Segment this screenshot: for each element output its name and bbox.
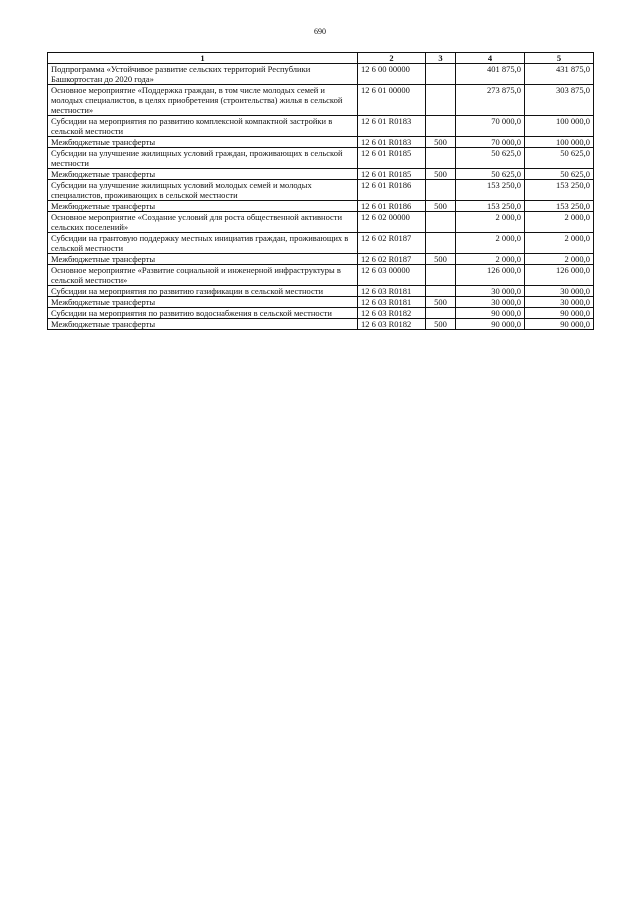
row-code: 12 6 01 R0185 <box>358 148 426 169</box>
row-value-2: 153 250,0 <box>525 180 594 201</box>
header-col-1: 1 <box>48 53 358 64</box>
row-code: 12 6 03 R0182 <box>358 319 426 330</box>
page-number: 690 <box>314 27 326 36</box>
row-name: Межбюджетные трансферты <box>48 297 358 308</box>
table-header-row <box>48 53 594 64</box>
row-name: Субсидии на улучшение жилищных условий граждан, проживающих в сельской местности <box>48 148 358 169</box>
row-value-1: 90 000,0 <box>456 308 525 319</box>
row-code: 12 6 03 R0181 <box>358 286 426 297</box>
row-type: 500 <box>426 254 456 265</box>
row-code: 12 6 01 R0185 <box>358 169 426 180</box>
row-name: Межбюджетные трансферты <box>48 319 358 330</box>
table-row <box>48 137 594 148</box>
row-name: Основное мероприятие «Развитие социальной и инженерной инфраструктуры в сельской местности» <box>48 265 358 286</box>
table-row <box>48 286 594 297</box>
row-type <box>426 64 456 85</box>
row-value-1: 70 000,0 <box>456 137 525 148</box>
row-name: Межбюджетные трансферты <box>48 254 358 265</box>
row-name: Субсидии на мероприятия по развитию газификации в сельской местности <box>48 286 358 297</box>
table-row <box>48 319 594 330</box>
row-type <box>426 148 456 169</box>
row-value-1: 401 875,0 <box>456 64 525 85</box>
row-type <box>426 308 456 319</box>
row-type <box>426 85 456 116</box>
row-name: Межбюджетные трансферты <box>48 137 358 148</box>
row-value-1: 50 625,0 <box>456 148 525 169</box>
row-code: 12 6 01 R0186 <box>358 201 426 212</box>
row-name: Межбюджетные трансферты <box>48 169 358 180</box>
row-value-1: 70 000,0 <box>456 116 525 137</box>
table-row <box>48 64 594 85</box>
row-type <box>426 265 456 286</box>
table-row <box>48 116 594 137</box>
row-value-2: 100 000,0 <box>525 137 594 148</box>
row-value-1: 2 000,0 <box>456 254 525 265</box>
row-value-2: 2 000,0 <box>525 233 594 254</box>
row-code: 12 6 02 R0187 <box>358 254 426 265</box>
row-value-2: 2 000,0 <box>525 212 594 233</box>
row-type: 500 <box>426 319 456 330</box>
row-code: 12 6 01 R0186 <box>358 180 426 201</box>
budget-table <box>47 52 594 330</box>
row-type: 500 <box>426 137 456 148</box>
row-value-2: 153 250,0 <box>525 201 594 212</box>
row-value-1: 273 875,0 <box>456 85 525 116</box>
row-value-1: 90 000,0 <box>456 319 525 330</box>
table-row <box>48 148 594 169</box>
row-name: Межбюджетные трансферты <box>48 201 358 212</box>
row-code: 12 6 02 R0187 <box>358 233 426 254</box>
row-value-2: 126 000,0 <box>525 265 594 286</box>
row-code: 12 6 01 R0183 <box>358 137 426 148</box>
row-type <box>426 212 456 233</box>
table-row <box>48 169 594 180</box>
row-type <box>426 180 456 201</box>
table-row <box>48 265 594 286</box>
table-row <box>48 254 594 265</box>
row-code: 12 6 03 R0181 <box>358 297 426 308</box>
row-value-1: 153 250,0 <box>456 180 525 201</box>
row-value-2: 50 625,0 <box>525 169 594 180</box>
row-value-2: 90 000,0 <box>525 308 594 319</box>
row-value-2: 50 625,0 <box>525 148 594 169</box>
row-value-1: 30 000,0 <box>456 286 525 297</box>
row-value-2: 30 000,0 <box>525 297 594 308</box>
table-row <box>48 233 594 254</box>
row-code: 12 6 01 00000 <box>358 85 426 116</box>
row-value-1: 50 625,0 <box>456 169 525 180</box>
row-value-2: 303 875,0 <box>525 85 594 116</box>
row-type: 500 <box>426 201 456 212</box>
row-type: 500 <box>426 297 456 308</box>
row-type <box>426 286 456 297</box>
table-row <box>48 85 594 116</box>
table-row <box>48 212 594 233</box>
table-row <box>48 201 594 212</box>
row-value-1: 153 250,0 <box>456 201 525 212</box>
table-row <box>48 180 594 201</box>
row-value-1: 2 000,0 <box>456 212 525 233</box>
row-name: Субсидии на улучшение жилищных условий молодых семей и молодых специалистов, проживающих в сельской местности <box>48 180 358 201</box>
table-row <box>48 308 594 319</box>
row-value-2: 431 875,0 <box>525 64 594 85</box>
header-col-5: 5 <box>525 53 594 64</box>
row-code: 12 6 03 R0182 <box>358 308 426 319</box>
row-value-1: 30 000,0 <box>456 297 525 308</box>
row-value-1: 2 000,0 <box>456 233 525 254</box>
header-col-4: 4 <box>456 53 525 64</box>
row-type <box>426 116 456 137</box>
row-code: 12 6 00 00000 <box>358 64 426 85</box>
row-name: Подпрограмма «Устойчивое развитие сельских территорий Республики Башкортостан до 2020 года» <box>48 64 358 85</box>
row-value-1: 126 000,0 <box>456 265 525 286</box>
row-code: 12 6 01 R0183 <box>358 116 426 137</box>
row-code: 12 6 03 00000 <box>358 265 426 286</box>
row-name: Основное мероприятие «Поддержка граждан, в том числе молодых семей и молодых специалистов, в целях приобретения (строительства) жилья в сельской местности» <box>48 85 358 116</box>
row-type: 500 <box>426 169 456 180</box>
table-row <box>48 297 594 308</box>
row-type <box>426 233 456 254</box>
header-col-3: 3 <box>426 53 456 64</box>
row-code: 12 6 02 00000 <box>358 212 426 233</box>
row-value-2: 90 000,0 <box>525 319 594 330</box>
row-value-2: 100 000,0 <box>525 116 594 137</box>
row-name: Субсидии на грантовую поддержку местных инициатив граждан, проживающих в сельской местности <box>48 233 358 254</box>
row-name: Субсидии на мероприятия по развитию водоснабжения в сельской местности <box>48 308 358 319</box>
row-name: Субсидии на мероприятия по развитию комплексной компактной застройки в сельской местности <box>48 116 358 137</box>
row-name: Основное мероприятие «Создание условий для роста общественной активности сельских поселений» <box>48 212 358 233</box>
row-value-2: 2 000,0 <box>525 254 594 265</box>
header-col-2: 2 <box>358 53 426 64</box>
row-value-2: 30 000,0 <box>525 286 594 297</box>
